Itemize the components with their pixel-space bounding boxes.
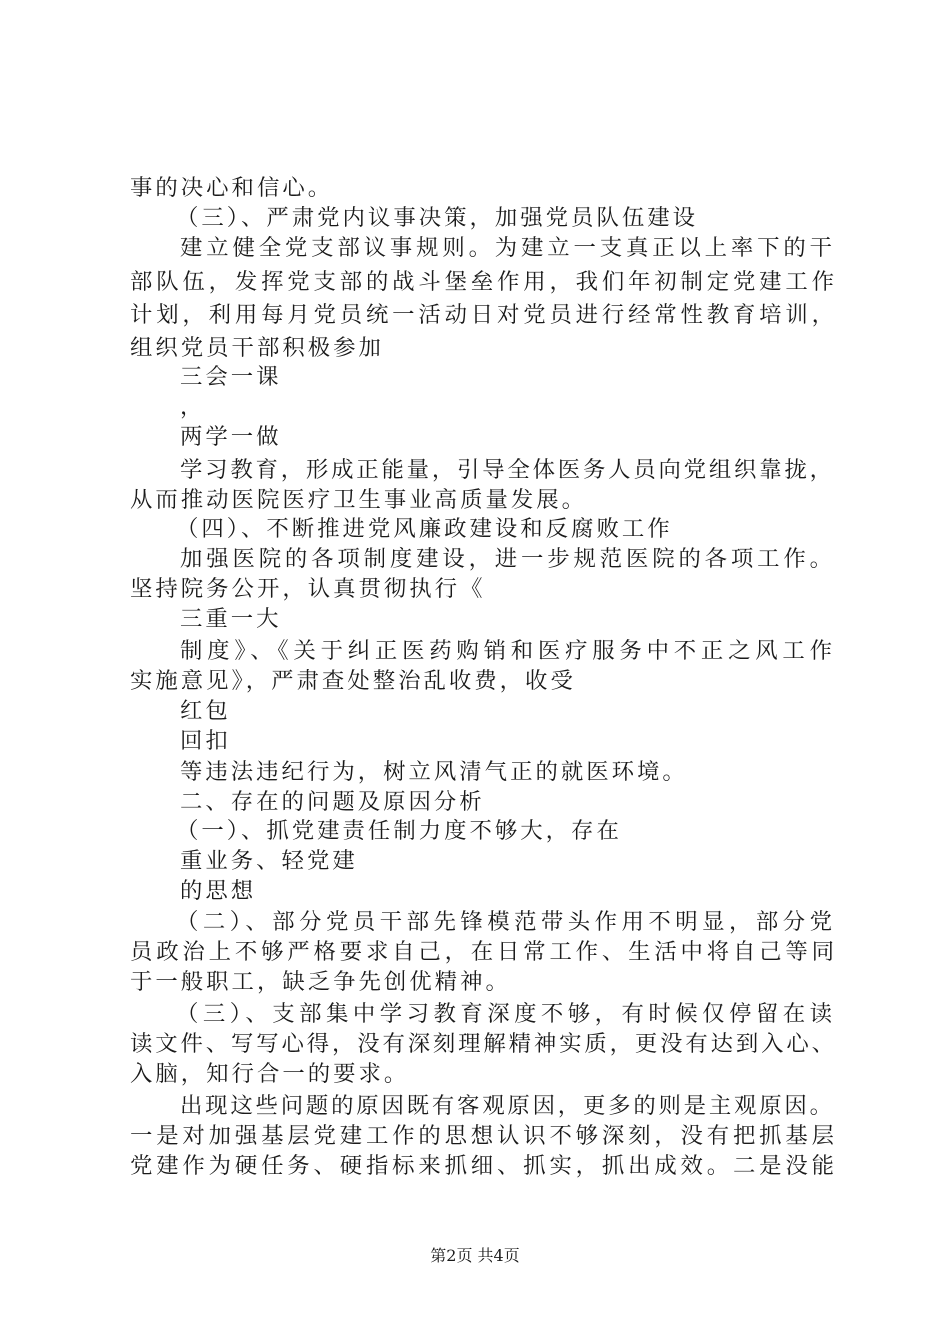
text-line-1: 事的决心和信心。	[130, 175, 334, 201]
text-line-19: 回扣	[180, 728, 231, 754]
text-line-30: 入脑，知行合一的要求。	[130, 1061, 410, 1087]
text-line-17: 实施意见》，严肃查处整治乱收费，收受	[130, 668, 576, 694]
text-line-6: 组织党员干部积极参加	[130, 335, 384, 361]
text-line-29: 读文件、写写心得，没有深刻理解精神实质，更没有达到入心、	[130, 1031, 834, 1057]
text-line-33: 党建作为硬任务、硬指标来抓细、抓实，抓出成效。二是没能	[130, 1153, 834, 1179]
text-line-18: 红包	[180, 698, 231, 724]
text-line-7: 三会一课	[180, 364, 282, 390]
text-line-23: 重业务、轻党建	[180, 848, 358, 874]
text-line-14: 坚持院务公开，认真贯彻执行《	[130, 576, 486, 602]
text-line-4: 部队伍，发挥党支部的战斗堡垒作用，我们年初制定党建工作	[130, 269, 834, 295]
text-line-24: 的思想	[180, 878, 257, 904]
text-line-16: 制度》、《关于纠正医药购销和医疗服务中不正之风工作	[180, 638, 832, 664]
section-heading-3-measures: （三）、严肃党内议事决策，加强党员队伍建设	[176, 205, 699, 231]
text-line-32: 一是对加强基层党建工作的思想认识不够深刻，没有把抓基层	[130, 1123, 834, 1149]
subsection-heading-1: （一）、抓党建责任制力度不够大，存在	[176, 818, 622, 844]
text-line-8: ，	[180, 394, 206, 420]
text-line-13: 加强医院的各项制度建设，进一步规范医院的各项工作。	[180, 546, 832, 572]
text-line-3: 建立健全党支部议事规则。为建立一支真正以上率下的干	[180, 235, 832, 261]
subsection-heading-3: （三）、支部集中学习教育深度不够，有时候仅停留在读	[176, 1001, 832, 1027]
section-heading-2: 二、存在的问题及原因分析	[180, 789, 485, 815]
text-line-26: 员政治上不够严格要求自己，在日常工作、生活中将自己等同	[130, 939, 834, 965]
page-footer: 第2页 共4页	[430, 1246, 520, 1265]
text-line-9: 两学一做	[180, 424, 282, 450]
text-line-27: 于一般职工，缺乏争先创优精神。	[130, 969, 511, 995]
text-line-10: 学习教育，形成正能量，引导全体医务人员向党组织靠拢，	[180, 457, 832, 483]
text-line-20: 等违法违纪行为，树立风清气正的就医环境。	[180, 759, 688, 785]
text-line-11: 从而推动医院医疗卫生事业高质量发展。	[130, 487, 588, 513]
subsection-heading-2: （二）、部分党员干部先锋模范带头作用不明显，部分党	[176, 909, 832, 935]
section-heading-4: （四）、不断推进党风廉政建设和反腐败工作	[176, 516, 673, 542]
text-line-31: 出现这些问题的原因既有客观原因，更多的则是主观原因。	[180, 1093, 832, 1119]
text-line-5: 计划，利用每月党员统一活动日对党员进行经常性教育培训，	[130, 302, 834, 328]
text-line-15: 三重一大	[180, 606, 282, 632]
